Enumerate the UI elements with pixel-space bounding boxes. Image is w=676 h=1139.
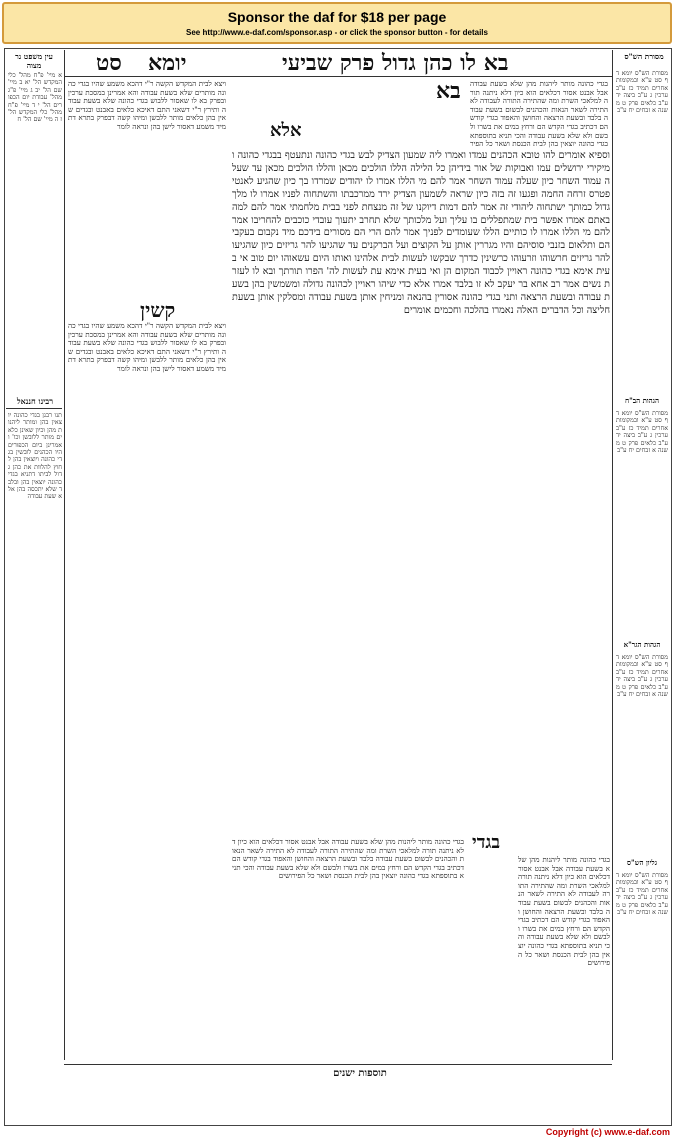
rashi-text: בגדי כהונה מותר ליהנות מהן שלא בשעת עבודה אבל אבנט אסור דכלאים הוא כיון דלא ניתנה תורה למלאכי השרת ומה שהתירה התורה לעבודה לא התירה לשאר הנאות והכהנים לבשום בשעת עבודה בלבד ובשעת הרצאה והחושן והאפוד בגדי קודש הם דכתיב בגדי הקדש הם ורחץ במים את בשרו ולבשם ולא שלא בשעת עבודה והכי תניא בתוספתא בגדי כהונה יוצאין בהן לבית הכנסת ושאר כל הפיר — [470, 80, 608, 148]
sponsor-subtitle[interactable]: See http://www.e-daf.com/sponsor.asp - or click the sponsor button - for details — [186, 28, 488, 37]
tosafot-yeshanim-text — [64, 1082, 612, 1122]
sponsor-banner[interactable] — [2, 2, 672, 44]
bottom-rule — [64, 1064, 612, 1065]
tosafot-yeshanim-label: תוספות ישנים — [333, 1068, 387, 1079]
gilyon-hashas-text: מסורת הש"ס יומא דף סט ע"א ובמקומות אחרים תמיד כז ע"ב ערכין ג ע"ב ביצה יד ע"ב כלאים פרק ט משנה א זבחים יח ע"ב — [616, 872, 668, 917]
header-rule — [64, 76, 612, 77]
rabbeinu-chananel-label: רבינו חננאל — [16, 396, 54, 406]
gemara-text: וספיא אומרים להו טובא הכהנים עמדו ואמרו ליה שמעון הצדיק לבש בגדי כהונה ונתעטף בבגדי כהונה ומיקירי ירושלים עמו ואבוקות של אור בידיהן כל הלילה הללו הולכים מכאן והללו הולכים מכאן עד שעלה עמוד השחר כיון שעלה עמוד השחר אמר להם מי הללו אמרו לו יהודים שמרדו בך כיון שהגיע לאנטיפטרס זרחה החמה ופגעו זה בזה כיון שראה לשמעון הצדיק ירד ממרכבתו והשתחוה לפניו אמרו לו מלך גדול כמותך ישתחוה ליהודי זה אמר להם דמות דיוקנו של זה מנצחת לפני בבית מלחמתי אמר להם למה באתם אמרו אפשר בית שמתפללים בו עליך ועל מלכותך שלא תחרב יתעוך עובדי כוכבים להחריבו אמר להם מי הללו אמרו לו כותיים הללו שעומדים לפניך אמר להם הרי הם מסורים בידכם מיד נקבום בעקביהם ותלאום בזנבי סוסיהם והיו מגררין אותן על הקוצים ועל הברקנים עד שהגיעו להר גריזים כיון שהגיעו להר גריזים חרשוהו וזרעוהו כרשינין כדרך שבקשו לעשות לבית אלהינו ואותו היום עשאוהו יום טוב אי בעית אימא בגדי כהונה ראויין לכבוד המקום הן ואי בעית אימא עת לעשות לה' הפרו תורתך ובא לו לעזרת נשים אמר רב אחא בר יעקב לא זו בלבד אמרו אלא כדי שיהו ראויין לכהונה גדולה ומשמשין בהן בשעת עבודה ובשעת הרצאה ותני בגדי כהונה אסורין בהנאה ומניחין אותן בשעת עבודה ומסלקין אותן בשעת חליצה וכל הדברים האלה נאמרו בהלכה וחכמים אומרים — [232, 150, 610, 316]
hagahot-bach-text: מסורת הש"ס יומא דף סט ע"א ובמקומות אחרים תמיד כז ע"ב ערכין ג ע"ב ביצה יד ע"ב כלאים פרק ט משנה א זבחים יח ע"ב — [616, 410, 668, 455]
gemara-ela-word: אלא — [270, 120, 302, 141]
tosafot-text-lower: ויצא לבית המקדש הקשה ר"י דהכא משמע שהיו בגדי כהונה מותרים שלא בשעת עבודה והא אמרינן במסכת ערכין ובפרק בא לו שאסור ללבוש בגדי כהונה שלא בשעת עבודה ותירץ ר"י דשאני התם דאיכא כלאים באבנט ובגדים שאין בהן כלאים מותר ללבשן ומיהו קשה דבפרק בתרא דתמיד משמע דאסור לישן בהן ונראה לומר — [68, 322, 226, 373]
gemara-opening-word: בא — [436, 78, 461, 104]
tosafot-text: ויצא לבית המקדש הקשה ר"י דהכא משמע שהיו בגדי כהונה מותרים שלא בשעת עבודה והא אמרינן במסכת ערכין ובפרק בא לו שאסור ללבוש בגדי כהונה שלא בשעת עבודה ותירץ ר"י דשאני התם דאיכא כלאים באבנט ובגדים שאין בהן כלאים מותר ללבשן ומיהו קשה דבפרק בתרא דתמיד משמע דאסור לישן בהן ונראה לומר — [68, 80, 226, 131]
sponsor-title[interactable]: Sponsor the daf for $18 per page — [227, 9, 447, 25]
rabbeinu-rule — [6, 408, 62, 409]
mesoret-label: מסורת הש"ס — [624, 52, 664, 61]
hagahot-bach-label: הגהות הב"ח — [624, 396, 660, 405]
chapter-title: בא לו כהן גדול פרק שביעי — [282, 50, 509, 76]
copyright-notice: Copyright (c) www.e-daf.com — [545, 1127, 670, 1137]
left-margin-rule — [64, 50, 65, 1060]
tractate-name: יומא — [148, 50, 187, 76]
dibbur-kushya: קשין — [140, 298, 176, 322]
rashi-text-lower: בגדי כהונה מותר ליהנות מהן שלא בשעת עבודה אבל אבנט אסור דכלאים הוא כיון דלא ניתנה תורה למלאכי השרת ומה שהתירה התורה לעבודה לא התירה לשאר הנאות והכהנים לבשום בשעת עבודה בלבד ובשעת הרצאה והחושן והאפוד בגדי קודש הם דכתיב בגדי הקדש הם ורחץ במים את בשרו ולבשם ולא שלא בשעת עבודה והכי תניא בתוספתא בגדי כהונה יוצאין בהן לבית הכנסת ושאר כל הפירושים — [232, 838, 464, 881]
ein-mishpat-notes: א מיי' פ"ח מהל' כלי המקדש הל' יא ב מיי' שם הל' יב ג מיי' פ"ג מהל' עבודת יום הכפורים הל' י ד מיי' פ"ח מהל' כלי המקדש הל' ז ה מיי' שם הל' ח — [8, 72, 62, 124]
gilyon-hashas-label: גליון הש"ס — [626, 858, 658, 867]
folio-number: סט — [96, 50, 122, 76]
hagahot-gra-text: מסורת הש"ס יומא דף סט ע"א ובמקומות אחרים תמיד כז ע"ב ערכין ג ע"ב ביצה יד ע"ב כלאים פרק ט משנה א זבחים יח ע"ב — [616, 654, 668, 699]
dibbur-bigdei: בגדי — [472, 832, 500, 853]
mesoret-notes: מסורת הש"ס יומא דף סט ע"א ובמקומות אחרים תמיד כז ע"ב ערכין ג ע"ב ביצה יד ע"ב כלאים פרק ט משנה א זבחים יח ע"ב — [616, 70, 668, 115]
rashi-text-lower-right: בגדי כהונה מותר ליהנות מהן שלא בשעת עבודה אבל אבנט אסור דכלאים הוא כיון דלא ניתנה תורה למלאכי השרת ומה שהתירה התורה לעבודה לא התירה לשאר הנאות והכהנים לבשום בשעת עבודה בלבד ובשעת הרצאה והחושן והאפוד בגדי קודש הם דכתיב בגדי הקדש הם ורחץ במים את בשרו ולבשם ולא שלא בשעת עבודה והכי תניא בתוספתא בגדי כהונה יוצאין בהן לבית הכנסת ושאר כל הפירושים — [518, 856, 610, 968]
hagahot-gra-label: הגהות הגר"א — [623, 640, 661, 649]
right-margin-rule — [612, 50, 613, 1060]
rabbeinu-chananel-text: תנו רבנן בגדי כהונה יוצאין בהן ומותר ליהנות מהן וכיון שאינן כלאים מותר ללובשן וכו' ואמרינן ביום הכפורים היו הכהנים לובשין בגדי כהונה ויוצאין בהן לחוץ להלוות את כהן גדול לביתו דתניא בגדי כהונה יוצאין בהן ובלבד שלא יתכסה בהן אלא שעת עבודה — [8, 412, 62, 501]
ein-mishpat-label: עין משפט נר מצוה — [15, 52, 53, 70]
